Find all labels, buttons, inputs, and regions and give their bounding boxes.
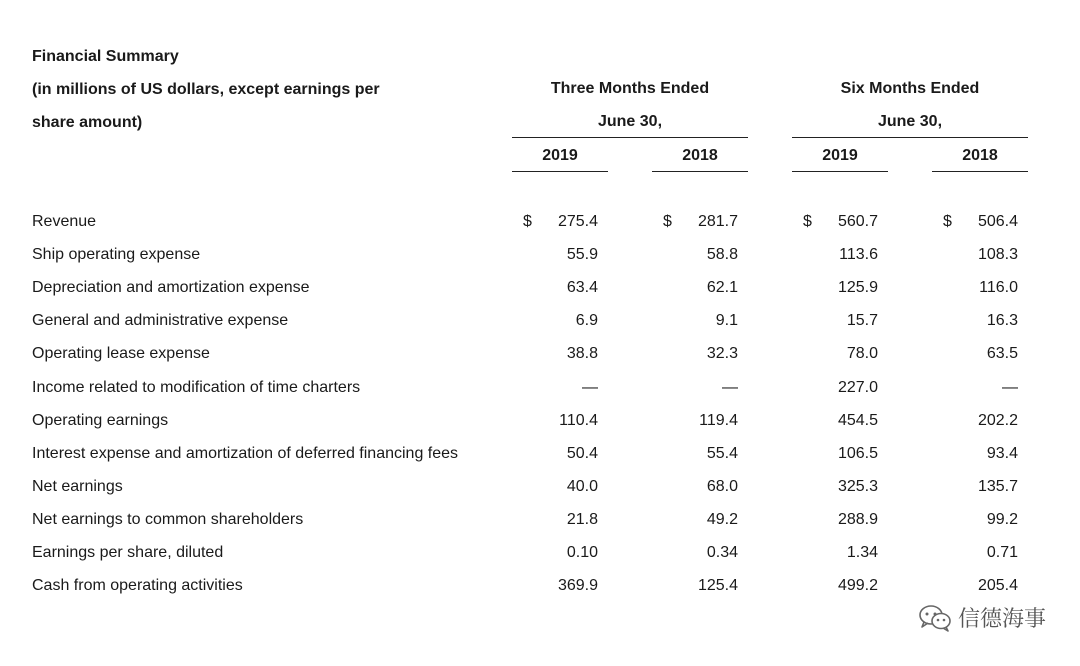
table-cell: 0.71	[986, 544, 1018, 561]
table-cell: 55.4	[706, 444, 738, 462]
table-cell: 560.7	[837, 213, 878, 230]
table-cell: 205.4	[977, 577, 1018, 595]
row-label: Net earnings	[32, 477, 123, 495]
year-rule	[792, 171, 888, 172]
year-rule	[932, 171, 1028, 172]
table-cell: 55.9	[566, 246, 598, 264]
table-cell: 125.4	[697, 577, 738, 595]
table-cell: 119.4	[699, 411, 738, 429]
table-cell: 227.0	[837, 378, 878, 396]
watermark-text: 信德海事	[957, 606, 1046, 631]
row-label: Ship operating expense	[32, 246, 201, 264]
table-cell: 63.4	[566, 279, 598, 297]
table-cell: 50.4	[566, 444, 598, 462]
table-cell: 78.0	[846, 345, 878, 363]
group-header-six-months: Six Months Ended	[840, 80, 980, 97]
table-cell: 62.1	[706, 279, 738, 297]
row-label: Depreciation and amortization expense	[32, 279, 310, 297]
table-subtitle-line1: (in millions of US dollars, except earnings per	[32, 81, 380, 98]
table-cell: 202.2	[977, 411, 1018, 429]
currency-symbol: $	[943, 213, 952, 230]
row-label: Income related to modification of time charters	[32, 378, 361, 396]
table-cell: 15.7	[846, 312, 878, 330]
row-label: Cash from operating activities	[32, 577, 243, 595]
table-cell: —	[722, 378, 738, 396]
year-rule	[512, 171, 608, 172]
row-label: Operating earnings	[32, 411, 169, 429]
table-cell: 135.7	[977, 477, 1018, 495]
year-header-h-2018: 2018	[962, 147, 998, 164]
table-cell: 110.4	[559, 411, 598, 429]
group-header-three-months-date: June 30,	[597, 113, 663, 130]
currency-symbol: $	[803, 213, 812, 230]
group-rule-six-months	[792, 137, 1028, 138]
group-header-three-months: Three Months Ended	[550, 80, 710, 97]
row-label: Interest expense and amortization of deferred financing fees	[32, 444, 459, 462]
row-label: General and administrative expense	[32, 312, 289, 330]
table-cell: 288.9	[837, 510, 878, 528]
table-cell: 0.10	[566, 544, 598, 561]
table-cell: 281.7	[697, 213, 738, 230]
table-cell: 1.34	[846, 544, 878, 561]
table-cell: —	[582, 378, 598, 396]
wechat-icon	[918, 604, 952, 632]
table-cell: 93.4	[986, 444, 1018, 462]
table-cell: 16.3	[986, 312, 1018, 330]
table-cell: 0.34	[706, 544, 738, 561]
table-cell: 63.5	[986, 345, 1018, 363]
table-cell: 6.9	[575, 312, 598, 330]
table-cell: 99.2	[986, 510, 1018, 528]
currency-symbol: $	[523, 213, 532, 230]
table-cell: —	[1002, 378, 1018, 396]
table-cell: 40.0	[566, 477, 598, 495]
table-cell: 38.8	[566, 345, 598, 363]
group-header-six-months-date: June 30,	[877, 113, 943, 130]
row-label: Operating lease expense	[32, 345, 210, 363]
table-cell: 125.9	[837, 279, 878, 297]
year-header-q-2018: 2018	[682, 147, 718, 164]
year-header-q-2019: 2019	[542, 147, 578, 164]
table-cell: 9.1	[715, 312, 738, 330]
table-cell: 106.5	[837, 444, 878, 462]
table-cell: 113.6	[839, 246, 878, 264]
table-cell: 58.8	[706, 246, 738, 264]
table-cell: 506.4	[977, 213, 1018, 230]
table-cell: 454.5	[837, 411, 878, 429]
table-subtitle-line2: share amount)	[32, 114, 143, 131]
table-cell: 325.3	[837, 477, 878, 495]
table-cell: 499.2	[837, 577, 878, 595]
table-cell: 32.3	[706, 345, 738, 363]
watermark	[918, 602, 1046, 633]
year-header-h-2019: 2019	[822, 147, 858, 164]
table-cell: 68.0	[706, 477, 738, 495]
table-cell: 369.9	[557, 577, 598, 595]
table-cell: 275.4	[557, 213, 598, 230]
table-cell: 49.2	[706, 510, 738, 528]
table-cell: 108.3	[977, 246, 1018, 264]
table-cell: 116.0	[979, 279, 1018, 297]
table-cell: 21.8	[566, 510, 598, 528]
row-label: Revenue	[32, 213, 97, 230]
row-label: Earnings per share, diluted	[32, 544, 224, 561]
table-title: Financial Summary	[32, 48, 179, 65]
year-rule	[652, 171, 748, 172]
row-label: Net earnings to common shareholders	[32, 510, 304, 528]
group-rule-three-months	[512, 137, 748, 138]
currency-symbol: $	[663, 213, 672, 230]
